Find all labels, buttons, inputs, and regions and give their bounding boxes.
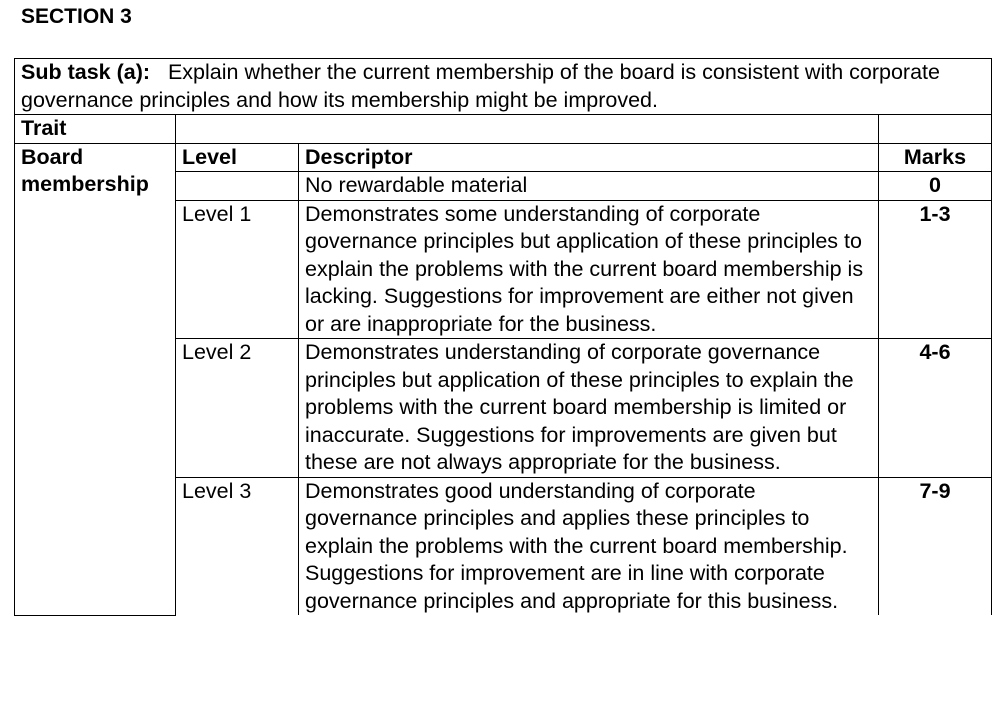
marks-cell: 1-3: [879, 200, 992, 339]
subtask-label: Sub task (a):: [21, 60, 151, 84]
level-cell: Level 2: [176, 339, 299, 478]
trait-header: Trait: [15, 115, 176, 144]
descriptor-cell: Demonstrates some understanding of corporate governance principles but application of these principles to explain the problems with the current board membership is lacking. Suggestions for improvement are either not given or are inappropriate for the business.: [299, 200, 879, 339]
level-cell: [176, 172, 299, 201]
marks-cell: 0: [879, 172, 992, 201]
marks-header: Marks: [879, 143, 992, 172]
marks-cell: 4-6: [879, 339, 992, 478]
level-cell: Level 1: [176, 200, 299, 339]
trait-name: Board membership: [15, 143, 176, 615]
marks-cell: 7-9: [879, 477, 992, 615]
trait-header-spacer: [176, 115, 879, 144]
column-header-row: [15, 143, 992, 172]
descriptor-cell: Demonstrates good understanding of corporate governance principles and applies these principles to explain the problems with the current board membership. Suggestions for improvement are in line with corporate governance principles and appropriate for this business.: [299, 477, 879, 615]
descriptor-cell: No rewardable material: [299, 172, 879, 201]
section-title: SECTION 3: [21, 5, 132, 28]
level-cell: Level 3: [176, 477, 299, 615]
descriptor-header: Descriptor: [299, 143, 879, 172]
subtask-text: Explain whether the current membership of the board is consistent with corporate governance principles and how its membership might be improved.: [21, 60, 940, 112]
trait-header-row: [15, 115, 992, 144]
subtask-row: [15, 59, 992, 115]
subtask-cell: [15, 59, 992, 115]
marking-rubric-table: [14, 58, 992, 616]
trait-header-marks-spacer: [879, 115, 992, 144]
descriptor-cell: Demonstrates understanding of corporate governance principles but application of these principles to explain the problems with the current board membership is limited or inaccurate. Suggestions for improvements are given but these are not always appropriate for the business.: [299, 339, 879, 478]
level-header: Level: [176, 143, 299, 172]
